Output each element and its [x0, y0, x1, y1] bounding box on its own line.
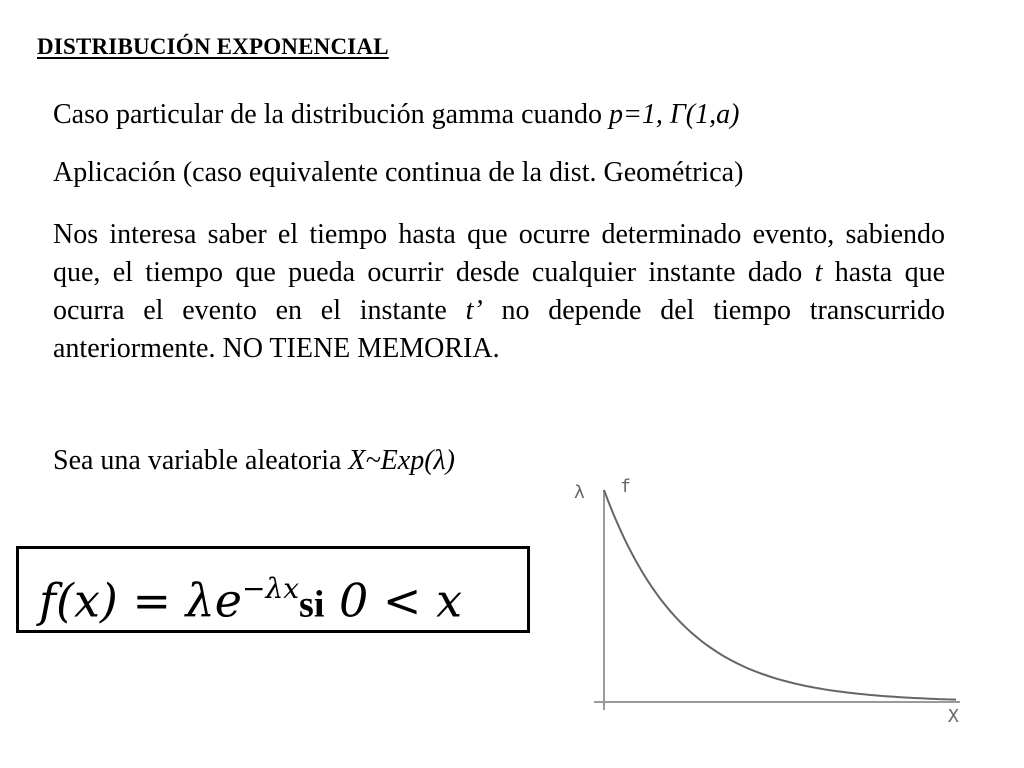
density-curve [604, 490, 956, 700]
paragraph-memoryless [53, 216, 945, 368]
formula-lhs: f(x) = λe [39, 573, 243, 628]
exponential-density-graph [560, 470, 980, 730]
formula-rhs: 0 < x [339, 573, 463, 628]
memoryless-text-a: Nos interesa saber el tiempo hasta que ocurre determinado evento, sabiendo que, el tiempo que pueda ocurrir desde cualquier instante dado [53, 219, 945, 288]
gamma-case-math: p=1, Γ(1,a) [608, 99, 740, 130]
memoryless-text-b: hasta que ocurra el evento en el instante [53, 257, 945, 326]
y-axis-label: f [620, 476, 631, 497]
density-formula-box [16, 546, 530, 633]
random-variable-math: X~Exp(λ) [348, 445, 455, 476]
formula-si: si [299, 583, 325, 626]
y-intercept-label: λ [574, 482, 585, 503]
instant-t: t [814, 257, 823, 288]
instant-t-prime: t’ [465, 295, 483, 326]
paragraph-application: Aplicación (caso equivalente continua de la dist. Geométrica) [53, 157, 744, 188]
random-variable-text: Sea una variable aleatoria [53, 445, 349, 476]
x-axis-label: X [948, 706, 959, 727]
page-title: DISTRIBUCIÓN EXPONENCIAL [37, 34, 389, 59]
formula-exponent: −λx [242, 572, 300, 605]
density-formula [39, 563, 462, 632]
paragraph-gamma-case [53, 96, 945, 134]
memoryless-text-c: no depende del tiempo transcurrido anteriormente. NO TIENE MEMORIA. [53, 295, 945, 364]
gamma-case-text: Caso particular de la distribución gamma cuando [53, 99, 609, 130]
